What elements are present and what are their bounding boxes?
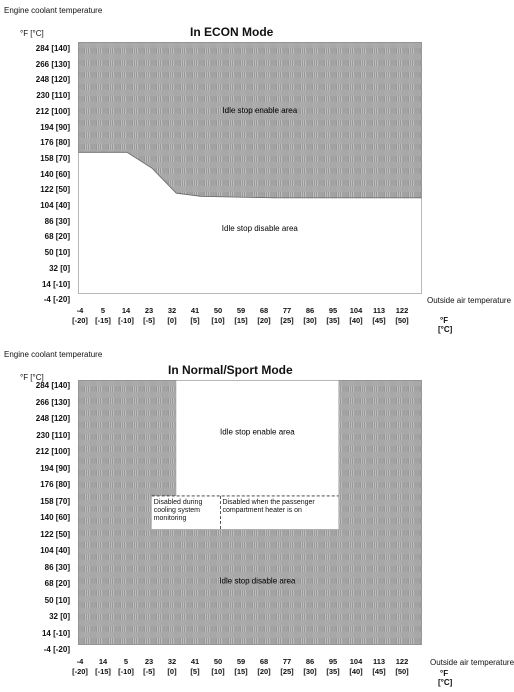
x-tick-label: 14 xyxy=(121,306,131,315)
x-unit-c: [°C] xyxy=(438,678,453,687)
y-tick-label: -4 [-20] xyxy=(43,645,70,654)
y-tick-label: 140 [60] xyxy=(40,513,70,522)
enable-area-label: Idle stop enable area xyxy=(220,427,295,437)
y-tick-label: 248 [120] xyxy=(35,414,70,423)
x-unit-f: °F xyxy=(440,669,449,678)
y-tick-label: 50 [10] xyxy=(44,595,70,605)
y-tick-label: 194 [90] xyxy=(40,463,70,473)
x-tick-label-celsius: [50] xyxy=(395,667,409,676)
x-tick-label: 41 xyxy=(190,306,200,315)
x-tick-label: 113 xyxy=(372,306,386,315)
x-tick-label-celsius: [45] xyxy=(372,316,386,325)
y-tick-label: 230 [110] xyxy=(36,430,70,440)
y-tick-label: 50 [10] xyxy=(44,248,70,258)
x-tick-label: -4 xyxy=(76,657,84,666)
x-tick-label: 68 xyxy=(259,306,269,315)
x-tick-label: 113 xyxy=(372,657,386,666)
y-axis-title: Engine coolant temperature xyxy=(4,6,103,15)
y-tick-label: 212 [100] xyxy=(35,447,70,456)
y-tick-label: 32 [0] xyxy=(49,612,70,621)
y-tick-label: 104 [40] xyxy=(40,546,70,555)
x-tick-label-celsius: [50] xyxy=(395,316,409,325)
x-tick-label: 77 xyxy=(282,306,292,315)
x-tick-label-celsius: [25] xyxy=(280,316,294,325)
y-tick-label: 158 [70] xyxy=(40,496,70,506)
x-tick-label-celsius: [25] xyxy=(280,667,294,676)
x-tick-label: 86 xyxy=(305,657,315,666)
x-tick-label: 104 xyxy=(349,657,363,666)
x-tick-label: 95 xyxy=(328,657,338,666)
x-tick-label: 23 xyxy=(144,657,154,666)
x-tick-label-celsius: [-5] xyxy=(143,667,155,676)
x-tick-label: 5 xyxy=(123,657,129,666)
x-tick-label: 104 xyxy=(349,306,363,315)
x-tick-label: 41 xyxy=(190,657,200,666)
x-tick-label: 77 xyxy=(282,657,292,666)
x-tick-label-celsius: [35] xyxy=(326,316,340,325)
x-tick-label: 122 xyxy=(395,657,409,666)
x-tick-label-celsius: [30] xyxy=(303,316,317,325)
y-tick-label: 176 [80] xyxy=(40,480,70,489)
disable-area-label: Idle stop disable area xyxy=(221,224,298,233)
y-tick-label: 14 [-10] xyxy=(41,279,70,289)
y-tick-label: 14 [-10] xyxy=(41,628,70,638)
x-tick-label: -4 xyxy=(76,306,84,315)
enable-region xyxy=(176,380,338,496)
x-tick-label: 32 xyxy=(167,306,177,315)
y-tick-label: 32 [0] xyxy=(49,263,70,273)
y-tick-label: 284 [140] xyxy=(35,381,70,390)
disable-area-label: Idle stop disable area xyxy=(219,576,296,586)
x-tick-label: 122 xyxy=(395,306,409,315)
y-tick-label: 68 [20] xyxy=(44,232,70,242)
x-tick-label-celsius: [0] xyxy=(167,316,177,325)
x-tick-label-celsius: [5] xyxy=(190,667,200,676)
y-tick-label: 176 [80] xyxy=(40,138,70,148)
y-tick-label: 158 [70] xyxy=(40,153,70,163)
x-tick-label-celsius: [5] xyxy=(190,316,200,325)
x-tick-label-celsius: [10] xyxy=(211,667,225,676)
enable-area-label: Idle stop enable area xyxy=(222,105,298,115)
x-tick-label-celsius: [20] xyxy=(257,667,271,676)
y-tick-label: 122 [50] xyxy=(40,529,70,539)
y-tick-label: 284 [140] xyxy=(35,44,70,53)
y-tick-label: 122 [50] xyxy=(40,185,70,195)
chart-title: In Normal/Sport Mode xyxy=(168,363,293,377)
x-unit-c: [°C] xyxy=(438,325,453,334)
x-tick-label: 59 xyxy=(236,657,246,666)
note-1: Disabled when the passenger compartment heater is on xyxy=(222,498,315,514)
note-0: Disabled during cooling system monitoring xyxy=(153,498,203,522)
x-axis-title: Outside air temperature xyxy=(427,296,512,305)
x-tick-label: 95 xyxy=(328,306,338,315)
y-tick-label: 140 [60] xyxy=(40,169,70,179)
x-tick-label: 14 xyxy=(98,657,108,666)
y-tick-label: 104 [40] xyxy=(40,201,70,210)
x-tick-label-celsius: [-5] xyxy=(143,316,155,325)
x-tick-label-celsius: [40] xyxy=(349,316,363,325)
econ-plot xyxy=(78,42,422,294)
x-axis-title: Outside air temperature xyxy=(430,658,514,667)
y-tick-label: 266 [130] xyxy=(35,59,70,69)
x-tick-label: 5 xyxy=(100,306,106,315)
x-tick-label-celsius: [10] xyxy=(211,316,225,325)
x-tick-label-celsius: [-15] xyxy=(95,667,111,676)
x-tick-label: 32 xyxy=(167,657,177,666)
x-tick-label-celsius: [-15] xyxy=(95,316,111,325)
x-tick-label-celsius: [15] xyxy=(234,316,248,325)
x-tick-label: 59 xyxy=(236,306,246,315)
x-tick-label-celsius: [-10] xyxy=(118,667,134,676)
x-tick-label-celsius: [0] xyxy=(167,667,177,676)
y-tick-label: 68 [20] xyxy=(44,579,70,588)
y-tick-label: 86 [30] xyxy=(44,216,70,226)
x-tick-label-celsius: [35] xyxy=(326,667,340,676)
x-tick-label: 50 xyxy=(213,306,223,315)
x-tick-label-celsius: [15] xyxy=(234,667,248,676)
y-tick-label: 86 [30] xyxy=(44,562,70,572)
x-tick-label-celsius: [40] xyxy=(349,667,363,676)
y-tick-label: 266 [130] xyxy=(35,397,70,407)
x-tick-label: 68 xyxy=(259,657,269,666)
y-tick-label: -4 [-20] xyxy=(43,295,70,305)
y-tick-label: 212 [100] xyxy=(35,106,70,116)
x-tick-label: 23 xyxy=(144,306,154,315)
x-tick-label-celsius: [30] xyxy=(303,667,317,676)
x-tick-label-celsius: [20] xyxy=(257,316,271,325)
x-unit-f: °F xyxy=(440,316,449,325)
y-tick-label: 230 [110] xyxy=(36,91,70,101)
x-tick-label-celsius: [-20] xyxy=(72,667,88,676)
x-tick-label-celsius: [-20] xyxy=(72,316,88,325)
y-tick-label: 248 [120] xyxy=(35,75,70,85)
normal-sport-plot xyxy=(78,380,422,645)
y-axis-unit: °F [°C] xyxy=(20,29,44,38)
chart-title: In ECON Mode xyxy=(190,25,274,39)
x-tick-label-celsius: [-10] xyxy=(118,316,134,325)
y-axis-unit: °F [°C] xyxy=(20,373,44,382)
y-tick-label: 194 [90] xyxy=(40,122,70,132)
x-tick-label: 50 xyxy=(213,657,223,666)
y-axis-title: Engine coolant temperature xyxy=(4,350,103,359)
x-tick-label-celsius: [45] xyxy=(372,667,386,676)
x-tick-label: 86 xyxy=(305,306,315,315)
enable-region xyxy=(78,42,422,198)
